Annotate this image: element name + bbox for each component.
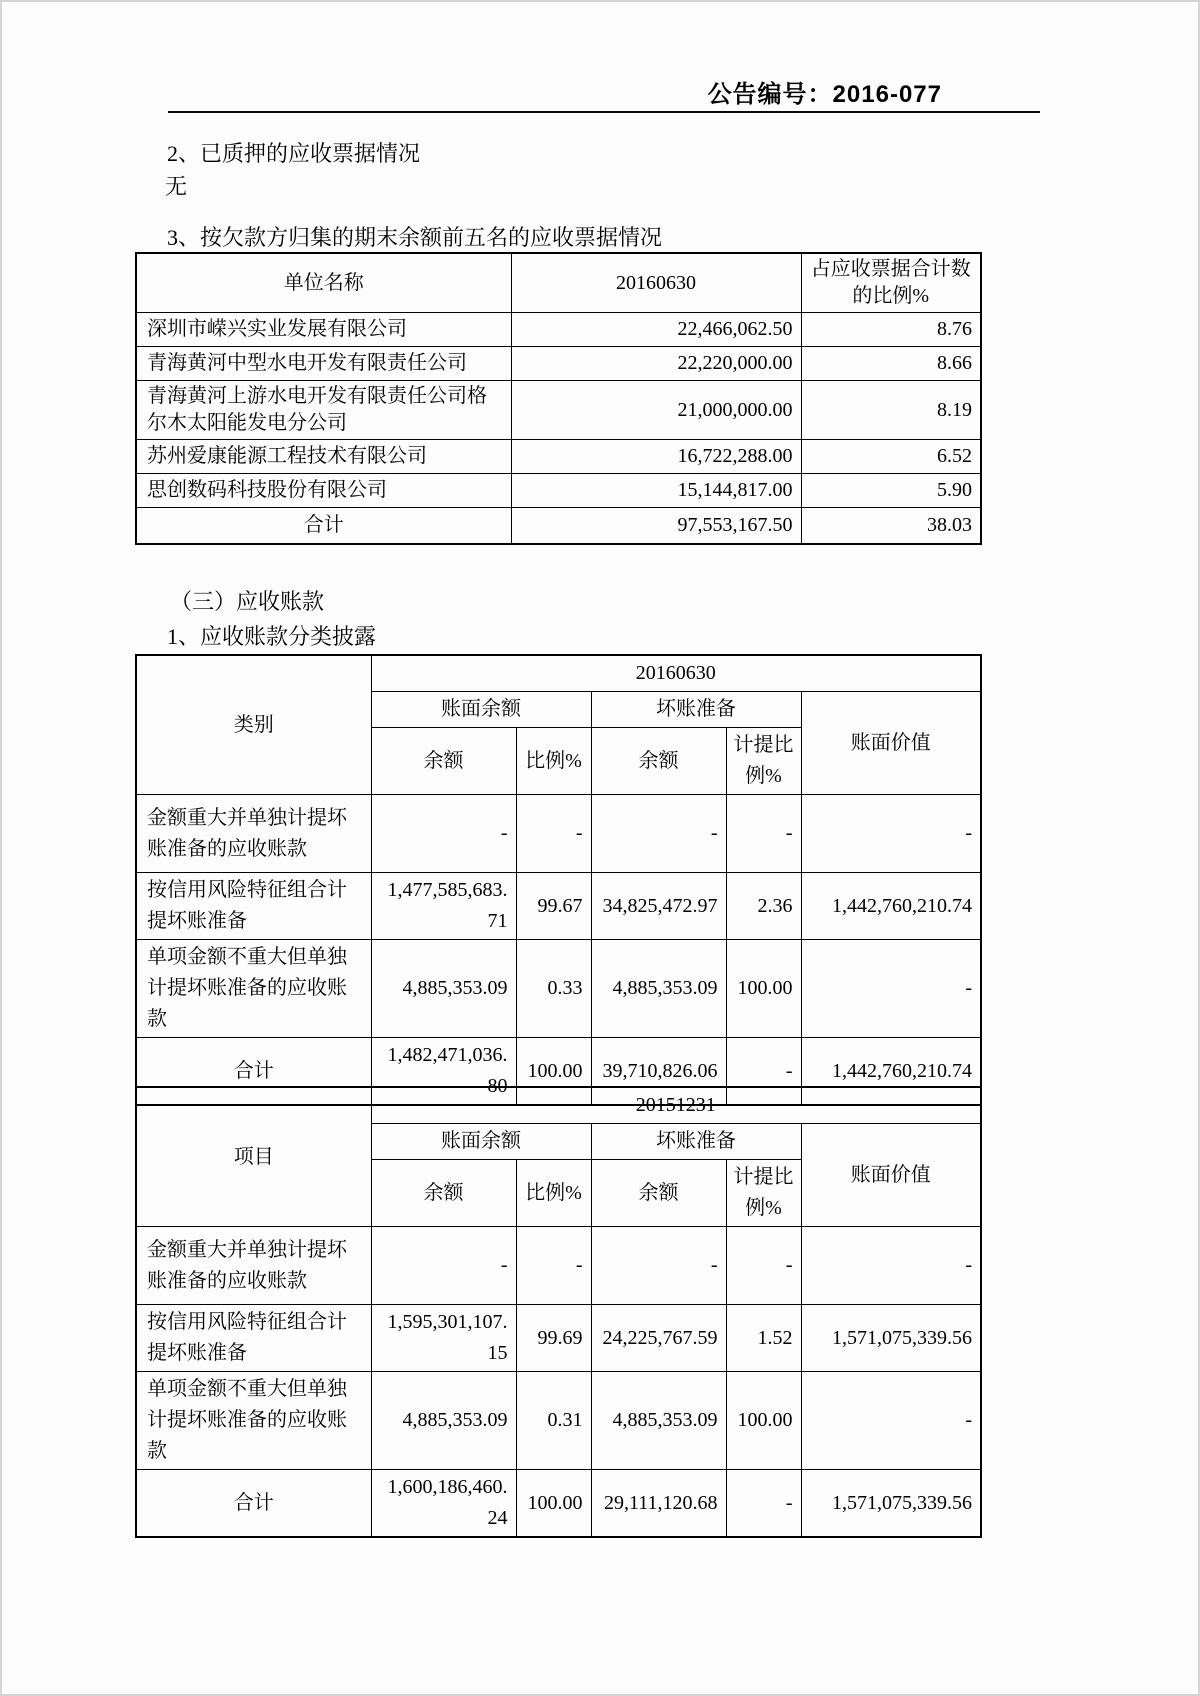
table-row	[136, 1372, 981, 1470]
book-value: -	[801, 940, 981, 1038]
table-header-row	[136, 655, 981, 692]
category-label: 金额重大并单独计提坏账准备的应收账款	[136, 1227, 371, 1305]
book-value-header: 账面价值	[801, 692, 981, 795]
col-header-ratio: 占应收票据合计数的比例%	[801, 253, 981, 313]
company-name: 青海黄河上游水电开发有限责任公司格尔木太阳能发电分公司	[136, 381, 511, 440]
balance-value: -	[371, 1227, 516, 1305]
total-label: 合计	[136, 1470, 371, 1538]
col-header-company: 单位名称	[136, 253, 511, 313]
provision-value: 24,225,767.59	[591, 1305, 726, 1372]
table-header-row	[136, 1087, 981, 1124]
book-value: -	[801, 1372, 981, 1470]
total-ratio: 100.00	[516, 1470, 591, 1538]
balance-value: 4,885,353.09	[371, 940, 516, 1038]
table-row	[136, 940, 981, 1038]
group-balance-header: 账面余额	[371, 692, 591, 728]
category-label: 按信用风险特征组合计提坏账准备	[136, 1305, 371, 1372]
company-name: 苏州爱康能源工程技术有限公司	[136, 440, 511, 474]
doc-number: 公告编号：2016-077	[707, 81, 942, 108]
section-3-title: 3、按欠款方归集的期末余额前五名的应收票据情况	[167, 225, 663, 250]
total-provision-ratio: -	[726, 1038, 801, 1106]
book-value: 1,571,075,339.56	[801, 1305, 981, 1372]
header-rule	[168, 111, 1040, 113]
table-row	[136, 873, 981, 940]
provision-ratio-value: 100.00	[726, 1372, 801, 1470]
ratio-value: 8.66	[801, 347, 981, 381]
ratio-value: 0.31	[516, 1372, 591, 1470]
provision-ratio-value: 2.36	[726, 873, 801, 940]
provision-ratio-value: -	[726, 795, 801, 873]
total-label: 合计	[136, 508, 511, 544]
total-ratio: 38.03	[801, 508, 981, 544]
provision-value: -	[591, 795, 726, 873]
category-label: 按信用风险特征组合计提坏账准备	[136, 873, 371, 940]
ratio-value: 8.19	[801, 381, 981, 440]
total-ratio: 100.00	[516, 1038, 591, 1106]
sub-provision-ratio-header: 计提比例%	[726, 728, 801, 795]
sub-ratio-header: 比例%	[516, 1160, 591, 1227]
row-header: 类别	[136, 655, 371, 795]
table-total-row	[136, 1470, 981, 1538]
table-row	[136, 381, 981, 440]
table-row	[136, 347, 981, 381]
total-book-value: 1,571,075,339.56	[801, 1470, 981, 1538]
col-header-period: 20160630	[511, 253, 801, 313]
ratio-value: -	[516, 795, 591, 873]
ratio-value: -	[516, 1227, 591, 1305]
company-name: 青海黄河中型水电开发有限责任公司	[136, 347, 511, 381]
ratio-value: 6.52	[801, 440, 981, 474]
ratio-value: 5.90	[801, 474, 981, 508]
ar-classification-table-20151231	[135, 1086, 982, 1538]
balance-value: 1,477,585,683.71	[371, 873, 516, 940]
balance-value: -	[371, 795, 516, 873]
category-label: 金额重大并单独计提坏账准备的应收账款	[136, 795, 371, 873]
period-header: 20160630	[371, 655, 981, 692]
ratio-value: 99.69	[516, 1305, 591, 1372]
section-2-title: 2、已质押的应收票据情况	[167, 141, 421, 166]
amount-value: 22,466,062.50	[511, 313, 801, 347]
total-provision: 29,111,120.68	[591, 1470, 726, 1538]
total-balance: 1,482,471,036.80	[371, 1038, 516, 1106]
table-row	[136, 1305, 981, 1372]
row-header: 项目	[136, 1087, 371, 1227]
provision-value: 4,885,353.09	[591, 940, 726, 1038]
sub-provision-ratio-header: 计提比例%	[726, 1160, 801, 1227]
provision-value: 34,825,472.97	[591, 873, 726, 940]
total-label: 合计	[136, 1038, 371, 1106]
table-row	[136, 795, 981, 873]
provision-ratio-value: 1.52	[726, 1305, 801, 1372]
amount-value: 22,220,000.00	[511, 347, 801, 381]
table-row	[136, 1227, 981, 1305]
table-row	[136, 440, 981, 474]
provision-value: 4,885,353.09	[591, 1372, 726, 1470]
total-provision: 39,710,826.06	[591, 1038, 726, 1106]
section-331-title: 1、应收账款分类披露	[167, 624, 377, 649]
balance-value: 4,885,353.09	[371, 1372, 516, 1470]
table-total-row	[136, 508, 981, 544]
category-label: 单项金额不重大但单独计提坏账准备的应收账款	[136, 940, 371, 1038]
sub-balance-header: 余额	[591, 1160, 726, 1227]
category-label: 单项金额不重大但单独计提坏账准备的应收账款	[136, 1372, 371, 1470]
company-name: 思创数码科技股份有限公司	[136, 474, 511, 508]
amount-value: 21,000,000.00	[511, 381, 801, 440]
ratio-value: 8.76	[801, 313, 981, 347]
ratio-value: 99.67	[516, 873, 591, 940]
section-2-body: 无	[165, 174, 188, 199]
top5-bills-table	[135, 252, 982, 545]
table-row	[136, 474, 981, 508]
provision-ratio-value: 100.00	[726, 940, 801, 1038]
book-value: 1,442,760,210.74	[801, 873, 981, 940]
ar-classification-table-20160630	[135, 654, 982, 1106]
sub-balance-header: 余额	[371, 728, 516, 795]
ratio-value: 0.33	[516, 940, 591, 1038]
sub-balance-header: 余额	[371, 1160, 516, 1227]
balance-value: 1,595,301,107.15	[371, 1305, 516, 1372]
section-33-title: （三）应收账款	[170, 589, 325, 614]
total-amount: 97,553,167.50	[511, 508, 801, 544]
total-balance: 1,600,186,460.24	[371, 1470, 516, 1538]
company-name: 深圳市嵘兴实业发展有限公司	[136, 313, 511, 347]
group-provision-header: 坏账准备	[591, 692, 801, 728]
amount-value: 15,144,817.00	[511, 474, 801, 508]
table-header-row	[136, 253, 981, 313]
sub-balance-header: 余额	[591, 728, 726, 795]
provision-ratio-value: -	[726, 1227, 801, 1305]
provision-value: -	[591, 1227, 726, 1305]
book-value: -	[801, 795, 981, 873]
sub-ratio-header: 比例%	[516, 728, 591, 795]
table-row	[136, 313, 981, 347]
total-provision-ratio: -	[726, 1470, 801, 1538]
book-value-header: 账面价值	[801, 1124, 981, 1227]
book-value: -	[801, 1227, 981, 1305]
group-balance-header: 账面余额	[371, 1124, 591, 1160]
total-book-value: 1,442,760,210.74	[801, 1038, 981, 1106]
group-provision-header: 坏账准备	[591, 1124, 801, 1160]
amount-value: 16,722,288.00	[511, 440, 801, 474]
period-header: 20151231	[371, 1087, 981, 1124]
